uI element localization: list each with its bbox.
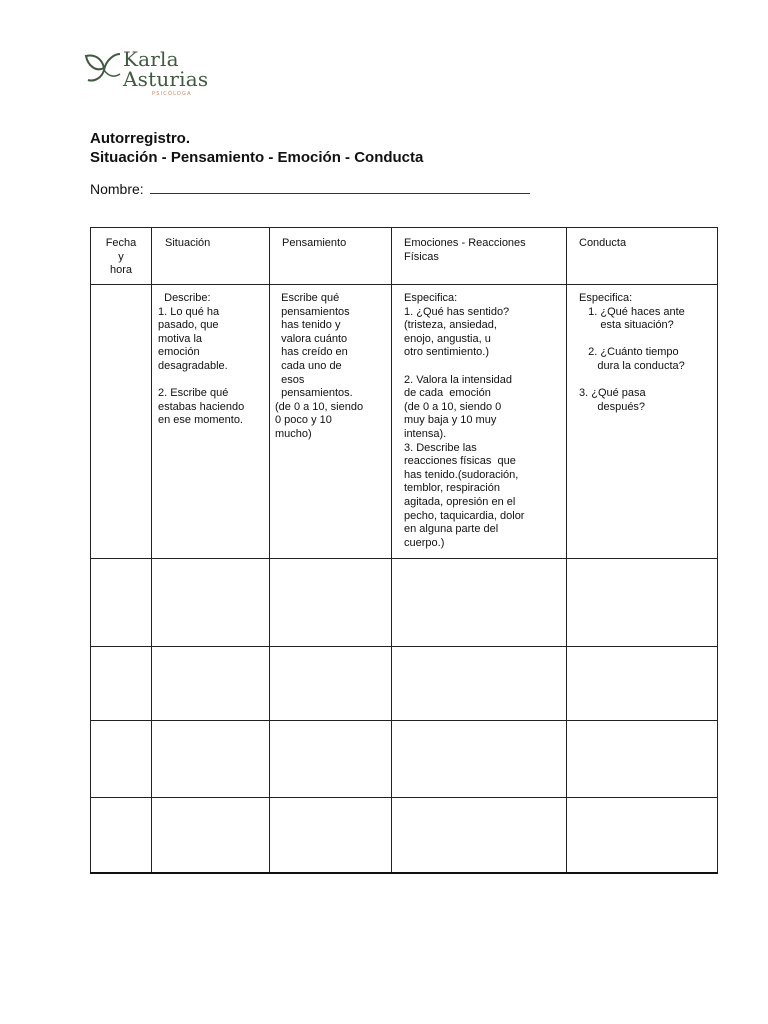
table-cell[interactable] <box>392 798 567 873</box>
table-header-row <box>91 228 718 285</box>
table-cell[interactable] <box>567 647 718 721</box>
title-line-1: Autorregistro. <box>90 130 191 147</box>
table-cell[interactable] <box>152 559 270 647</box>
instr-conducta: Especifica: 1. ¿Qué haces ante esta situación? 2. ¿Cuánto tiempo dura la conducta? 3. ¿Qué pasa después? <box>567 285 718 559</box>
logo-last-name: Asturias <box>123 67 209 91</box>
logo <box>84 44 214 100</box>
title-line-2: Situación - Pensamiento - Emoción - Conducta <box>90 149 424 166</box>
table-row <box>91 798 718 873</box>
logo-first-name: Karla <box>123 47 179 71</box>
table-cell[interactable] <box>392 647 567 721</box>
table-cell[interactable] <box>152 647 270 721</box>
header-emociones: Emociones - Reacciones Físicas <box>392 228 567 285</box>
table-cell[interactable] <box>91 559 152 647</box>
nombre-label: Nombre: <box>90 181 148 197</box>
table-row <box>91 647 718 721</box>
instructions-row <box>91 285 718 559</box>
table-cell[interactable] <box>91 647 152 721</box>
table-cell[interactable] <box>270 798 392 873</box>
table-cell[interactable] <box>567 559 718 647</box>
instr-fecha-cell[interactable] <box>91 285 152 559</box>
table-row <box>91 559 718 647</box>
table-cell[interactable] <box>91 721 152 798</box>
instr-emociones: Especifica: 1. ¿Qué has sentido? (tristeza, ansiedad, enojo, angustia, u otro sentimiento.) 2. Valora la intensidad de cada emoción (de 0 a 10, siendo 0 muy baja y 10 muy intensa). 3. Describe las reacciones físicas que has tenido.(sudoración, temblor, respiración agitada, opresión en el pecho, taquicardia, dolor en alguna parte del cuerpo.) <box>392 285 567 559</box>
header-fecha: Fecha y hora <box>91 228 152 285</box>
instr-situacion: Describe: 1. Lo qué ha pasado, que motiva la emoción desagradable. 2. Escribe qué estabas haciendo en ese momento. <box>152 285 270 559</box>
leaf-icon <box>84 50 124 84</box>
header-situacion: Situación <box>152 228 270 285</box>
instr-pensamiento: Escribe qué pensamientos has tenido y valora cuánto has creído en cada uno de esos pensamientos. (de 0 a 10, siendo 0 poco y 10 mucho) <box>270 285 392 559</box>
table-cell[interactable] <box>152 721 270 798</box>
autorregistro-table <box>90 227 718 874</box>
table-cell[interactable] <box>567 721 718 798</box>
nombre-field[interactable] <box>90 181 530 197</box>
logo-subtitle: PSICÓLOGA <box>152 91 192 97</box>
table-cell[interactable] <box>270 559 392 647</box>
page-title <box>90 129 423 167</box>
table-cell[interactable] <box>567 798 718 873</box>
table-cell[interactable] <box>91 798 152 873</box>
header-pensamiento: Pensamiento <box>270 228 392 285</box>
table-cell[interactable] <box>270 647 392 721</box>
table-cell[interactable] <box>152 798 270 873</box>
table-cell[interactable] <box>392 721 567 798</box>
table-row <box>91 721 718 798</box>
header-conducta: Conducta <box>567 228 718 285</box>
table-cell[interactable] <box>392 559 567 647</box>
table-cell[interactable] <box>270 721 392 798</box>
nombre-underline[interactable] <box>150 182 530 194</box>
